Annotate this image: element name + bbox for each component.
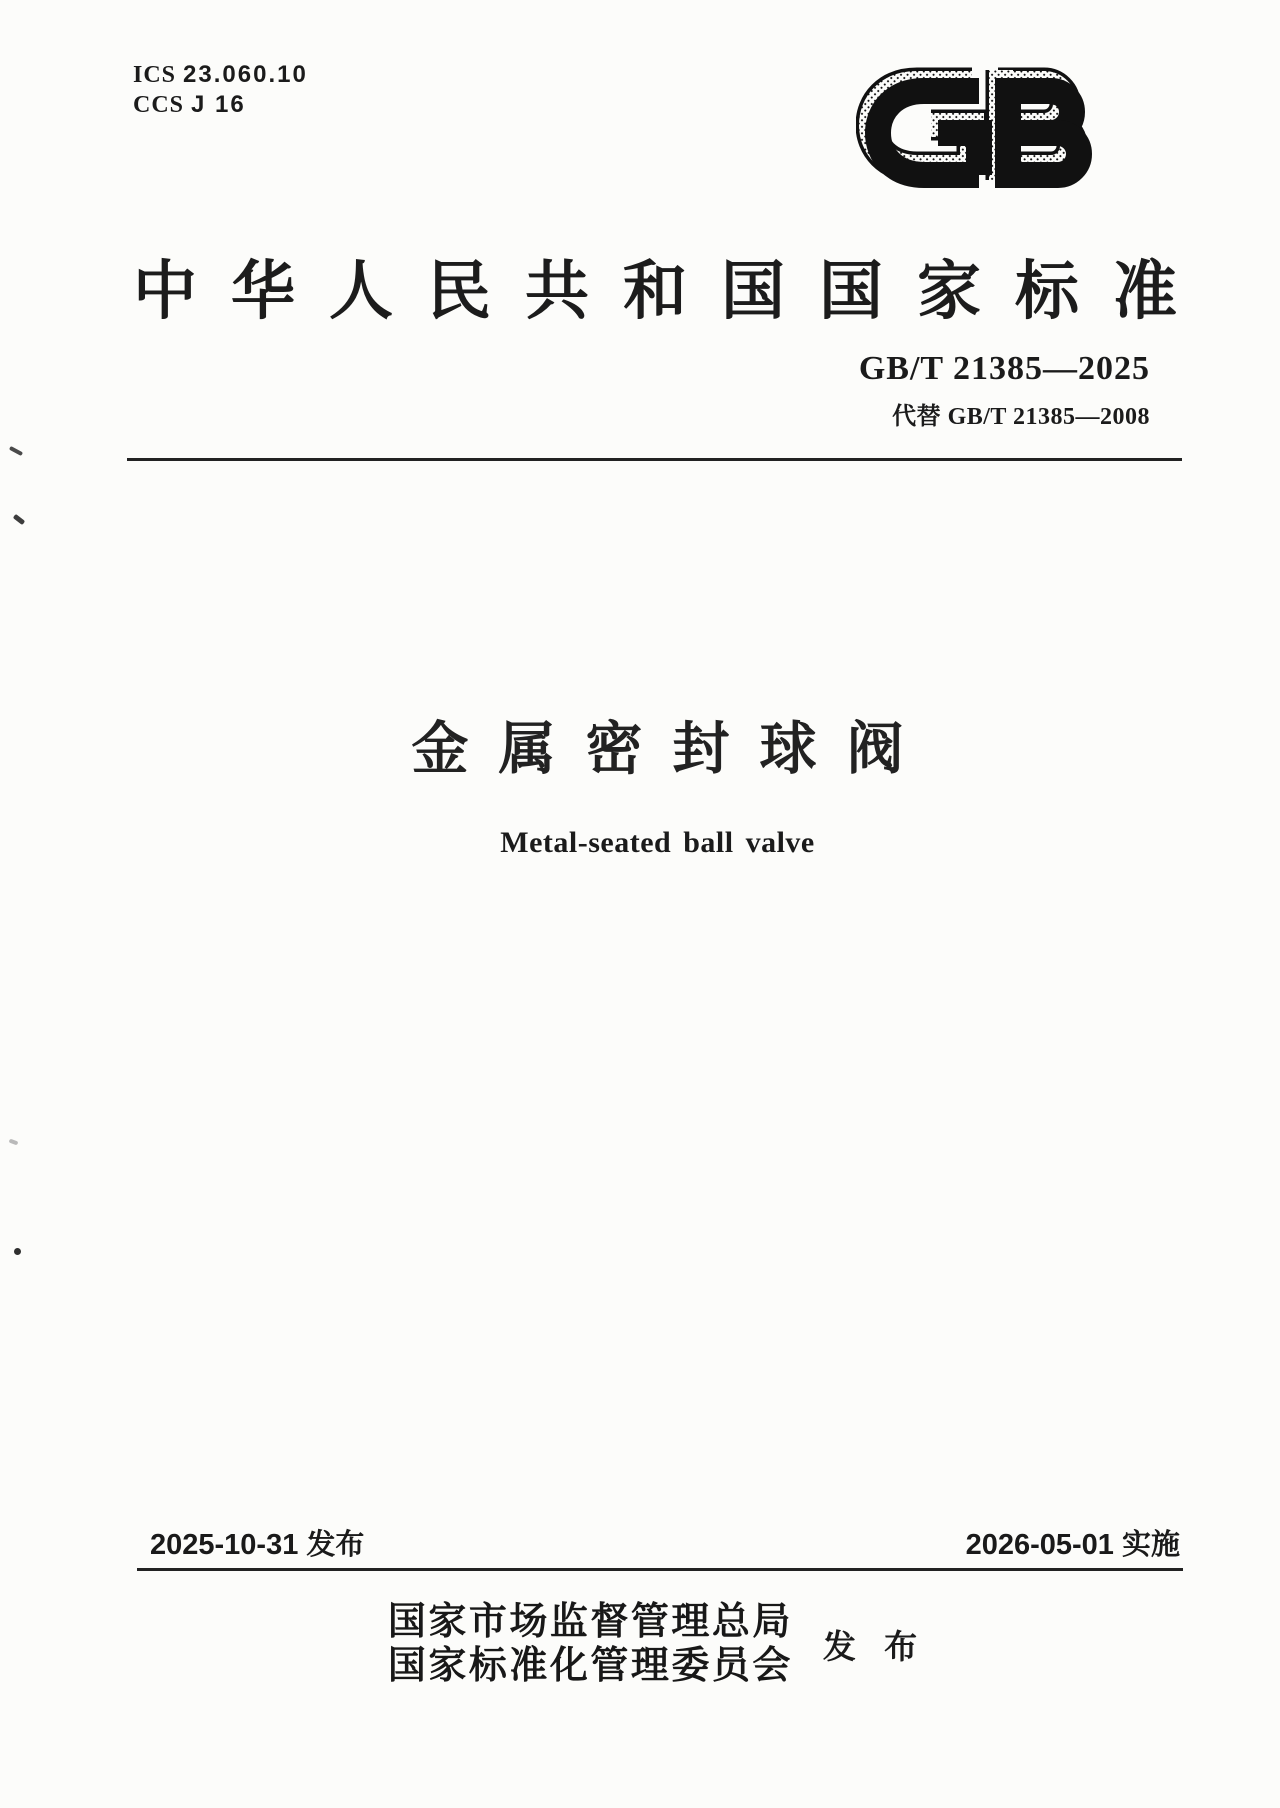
issuer-line-1: 国家市场监督管理总局 — [387, 1601, 793, 1643]
issuer-line-2: 国家标准化管理委员会 — [387, 1645, 793, 1687]
document-title-english: Metal-seated ball valve — [500, 826, 815, 859]
issuer-names — [388, 1600, 793, 1688]
ccs-line — [133, 90, 308, 120]
ccs-value: J 16 — [191, 91, 246, 118]
implementation-date: 2026-05-01 实施 — [965, 1529, 1180, 1561]
issuing-organizations — [135, 1600, 1180, 1688]
ics-line — [133, 60, 308, 90]
publish-label: 发 布 — [822, 1629, 928, 1666]
issue-date: 2025-10-31 发布 — [150, 1529, 365, 1561]
ics-value: 23.060.10 — [183, 61, 308, 88]
replaces-note: 代替 GB/T 21385—2008 — [892, 404, 1150, 430]
footer-divider-rule — [137, 1568, 1183, 1571]
scan-smudge-mark — [9, 1139, 19, 1146]
scan-dot-mark — [14, 1248, 21, 1255]
gb-standard-logo-icon — [856, 60, 1108, 204]
standard-number: GB/T 21385—2025 — [858, 350, 1150, 387]
classification-codes — [133, 60, 308, 120]
ics-label: ICS — [133, 62, 177, 88]
standard-number-block — [859, 350, 1150, 431]
dates-row — [150, 1522, 1180, 1563]
scan-pen-mark — [9, 446, 23, 456]
ccs-label: CCS — [133, 92, 185, 118]
national-standard-heading: 中华人民共和国国家标准 — [133, 256, 1211, 327]
header-divider-rule — [127, 458, 1182, 461]
document-title-chinese: 金属密封球阀 — [411, 717, 934, 781]
scan-pen-mark — [13, 514, 26, 525]
